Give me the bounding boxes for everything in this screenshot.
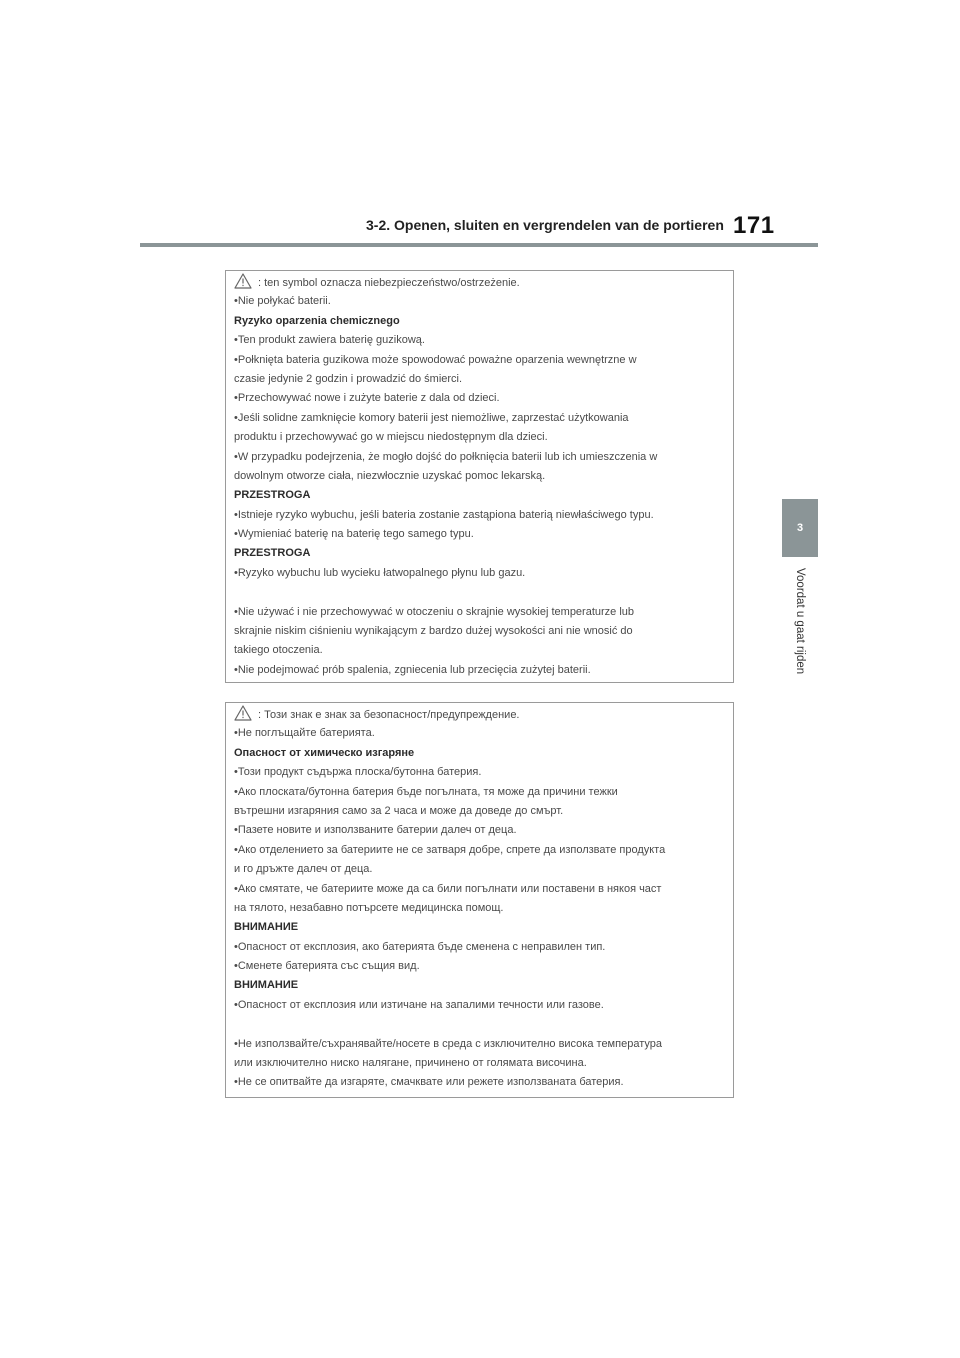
warning-line: •Сменете батерията със същия вид. (234, 960, 420, 973)
warning-line: •Пазете новите и използваните батерии далеч от деца. (234, 824, 517, 837)
warning-heading: Ryzyko oparzenia chemicznego (234, 314, 400, 327)
warning-line: •Опасност от експлозия, ако батерията бъде сменена с неправилен тип. (234, 940, 606, 953)
warning-line: dowolnym otworze ciała, niezwłocznie uzyskać pomoc lekarską. (234, 469, 546, 482)
warning-line: •Nie używać i nie przechowywać w otoczeniu o skrajnie wysokiej temperaturze lub (234, 605, 635, 618)
warning-line: •Ако отделението за батериите не се затваря добре, спрете да използвате продукта (234, 843, 666, 856)
warning-line: skrajnie niskim ciśnieniu wynikającym z bardzo dużej wysokości ani nie wnosić do (234, 625, 633, 638)
warning-legend-text: : Този знак е знак за безопасност/предупреждение. (258, 709, 520, 721)
warning-line: takiego otoczenia. (234, 644, 323, 657)
chapter-tab (782, 499, 818, 557)
warning-heading: PRZESTROGA (234, 489, 311, 502)
warning-heading: Опасност от химическо изгаряне (234, 746, 415, 759)
chapter-label-wrapper (785, 568, 815, 698)
warning-line: •W przypadku podejrzenia, że mogło dojść do połknięcia baterii lub ich umieszczenia w (234, 450, 658, 463)
section-title: 3-2. Openen, sluiten en vergrendelen van de portieren (366, 217, 724, 233)
warning-line: •Połknięta bateria guzikowa może spowodować poważne oparzenia wewnętrzne w (234, 353, 637, 366)
warning-line: •Ако смятате, че батериите може да са били погълнати или поставени в някоя част (234, 882, 662, 895)
warning-line: •Този продукт съдържа плоска/бутонна батерия. (234, 766, 482, 779)
warning-line: •Опасност от експлозия или изтичане на запалими течности или газове. (234, 998, 604, 1011)
chapter-label: Voordat u gaat rijden (794, 568, 806, 675)
warning-line: и го дръжте далеч от деца. (234, 863, 373, 876)
warning-line (234, 583, 733, 602)
warning-legend-text: : ten symbol oznacza niebezpieczeństwo/ostrzeżenie. (258, 277, 520, 289)
warning-line: или изключително ниско налягане, причинено от голямата височина. (234, 1057, 587, 1070)
warning-heading: ВНИМАНИЕ (234, 921, 299, 934)
warning-line: вътрешни изгаряния само за 2 часа и може да доведе до смърт. (234, 804, 564, 817)
warning-line (234, 705, 733, 724)
warning-line (234, 1015, 733, 1034)
warning-heading: ВНИМАНИЕ (234, 979, 299, 992)
warning-line: czasie jedynie 2 godzin i prowadzić do śmierci. (234, 372, 463, 385)
warning-triangle-icon (234, 705, 252, 721)
warning-line: •Не използвайте/съхранявайте/носете в среда с изключително висока температура (234, 1037, 662, 1050)
warning-line (234, 273, 733, 292)
warning-line: на тялото, незабавно потърсете медицинска помощ. (234, 901, 504, 914)
warning-box-bulgarian (225, 702, 734, 1098)
warning-line: •Nie podejmować prób spalenia, zgniecenia lub przecięcia zużytej baterii. (234, 663, 591, 676)
warning-box-polish (225, 270, 734, 683)
warning-line: •Не се опитвайте да изгаряте, смачквате или режете използваната батерия. (234, 1076, 624, 1089)
warning-line: produktu i przechowywać go w miejscu niedostępnym dla dzieci. (234, 431, 548, 444)
header-rule (140, 243, 818, 247)
warning-line: •Ако плоската/бутонна батерия бъде погълната, тя може да причини тежки (234, 785, 618, 798)
warning-triangle-icon (234, 273, 252, 289)
warning-line: •Не поглъщайте батерията. (234, 727, 375, 740)
chapter-number: 3 (796, 522, 804, 534)
warning-line: •Jeśli solidne zamknięcie komory baterii jest niemożliwe, zaprzestać użytkowania (234, 411, 629, 424)
warning-line: •Istnieje ryzyko wybuchu, jeśli bateria zostanie zastąpiona baterią niewłaściwego typu. (234, 508, 654, 521)
warning-line: •Ryzyko wybuchu lub wycieku łatwopalnego płynu lub gazu. (234, 566, 526, 579)
page-number: 171 (733, 212, 775, 239)
warning-line: •Przechowywać nowe i zużyte baterie z dala od dzieci. (234, 392, 500, 405)
warning-line: •Nie połykać baterii. (234, 295, 331, 308)
warning-heading: PRZESTROGA (234, 547, 311, 560)
warning-line: •Wymieniać baterię na baterię tego samego typu. (234, 528, 474, 541)
warning-line: •Ten produkt zawiera baterię guzikową. (234, 334, 425, 347)
